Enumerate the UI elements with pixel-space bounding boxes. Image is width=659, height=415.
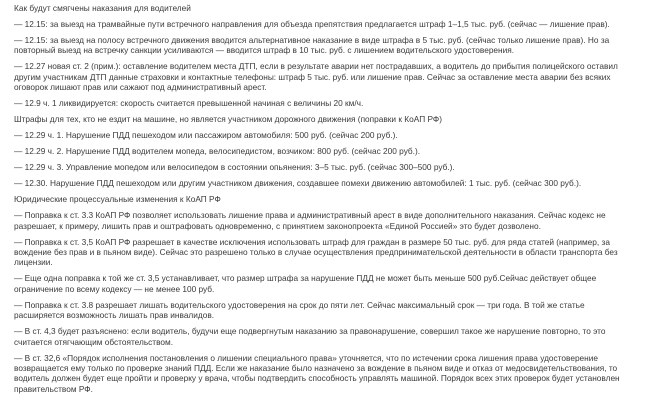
text-line: — 12.9 ч. 1 ликвидируется: скорость считается превышенной начиная с величины 20 км/ч. [14,98,364,109]
text-line: оговорок лишают прав или сажают под административный арест. [14,82,267,93]
article-body [14,3,654,400]
paragraph [14,98,654,108]
paragraph [14,237,654,268]
paragraph [14,146,654,156]
text-line: — 12.29 ч. 3. Управление мопедом или велосипедом в состоянии опьянения: 3–5 тыс. руб. (сейчас 300–500 руб.). [14,162,455,173]
text-line: другим участникам ДТП данные страховки и контактные телефоны: штраф 5 тыс. руб. или лишение прав. Сейчас за оставление места аварии без всяких [14,71,611,82]
text-line: водитель должен будет еще пройти и проверку у врача, чтобы подтвердить способность управлять машиной. Порядок всех этих проверок будет установлен [14,373,620,384]
text-line: Как будут смягчены наказания для водителей [14,3,191,13]
section-heading [14,114,654,124]
text-line: — 12.29 ч. 2. Нарушение ПДД водителем мопеда, велосипедистом, возчиком: 800 руб. (сейчас 200 руб.). [14,146,421,157]
paragraph [14,35,654,56]
text-line: — Поправка к ст. 3,5 КоАП РФ разрешает в качестве исключения использовать штраф для граждан в размере 50 тыс. руб. для ряда статей (например, за [14,236,610,247]
text-line: Штрафы для тех, кто не ездит на машине, но является участником дорожного движения (поправки к КоАП РФ) [14,114,442,125]
text-line: лицензии. [14,257,53,268]
text-line: — 12.15: за выезд на трамвайные пути встречного направления для объезда препятствия предлагается штраф 1–1,5 тыс. руб. (сейчас — лишение прав). [14,19,610,29]
paragraph [14,130,654,140]
paragraph [14,326,654,347]
paragraph [14,210,654,231]
paragraph [14,19,654,29]
text-line: вождение без прав и в пьяном виде). Сейчас это разрешено только в случае осуществления предпринимательской деятельности в области транспорта без [14,247,618,258]
section-heading [14,194,654,204]
text-line: разрешает, к примеру, лишить прав и оштрафовать одновременно, с принятием законопроекта «Единой Россией» это будет дозволено. [14,220,541,231]
section-heading [14,3,654,13]
paragraph [14,353,654,395]
paragraph [14,273,654,294]
paragraph [14,162,654,172]
text-line: возвращается ему только по проверке знаний ПДД. Если же наказание было назначено за вождение в пьяном виде и отказ от медосвидетельствования, то [14,363,618,374]
text-line: — Еще одна поправка к той же ст. 3,5 устанавливает, что размер штрафа за нарушение ПДД не может быть меньше 500 руб.Сейчас действует общее [14,273,597,284]
text-line: расширяется возможность лишать прав инвалидов. [14,310,215,321]
text-line: — 12.30. Нарушение ПДД пешеходом или другим участником движения, создавшее помехи движению автомобилей: 1 тыс. руб. (сейчас 300 руб.). [14,178,582,189]
text-line: ограничение по всему кодексу — не менее 100 руб. [14,283,215,294]
paragraph [14,300,654,321]
text-line: — Поправка к ст. 3.3 КоАП РФ позволяет использовать лишение права и административный арест в виде дополнительного наказания. Сейчас кодекс не [14,210,606,221]
text-line: повторный выезд на встречку санкции усиливаются — вводится штраф в 10 тыс. руб. с лишением водительского удостоверения. [14,45,515,56]
text-line: — 12.27 новая ст. 2 (прим.): оставление водителем места ДТП, если в результате аварии нет пострадавших, а водитель до прибытия полицейского оставил [14,61,618,72]
text-line: считается отягчающим обстоятельством. [14,336,174,347]
paragraph [14,178,654,188]
text-line: Юридические процессуальные изменения к КоАП РФ [14,194,221,205]
text-line: — Поправка к ст. 3.8 разрешает лишать водительского удостоверения на срок до пяти лет. Сейчас максимальный срок — три года. В той же статье [14,299,585,310]
text-line: — В ст. 4,3 будет разъяснено: если водитель, будучи еще подвергнутым наказанию за правонарушение, совершил такое же нарушение повторно, то это [14,326,606,337]
text-line: — 12.29 ч. 1. Нарушение ПДД пешеходом или пассажиром автомобиля: 500 руб. (сейчас 200 руб.). [14,130,398,141]
text-line: — 12.15: за выезд на полосу встречного движения вводится альтернативное наказание в виде штрафа в 5 тыс. руб. (сейчас только лишение прав). Но за [14,35,610,45]
text-line: — В ст. 32,6 «Порядок исполнения постановления о лишении специального права» уточняется, что по истечении срока лишения права удостоверение [14,352,598,363]
paragraph [14,61,654,92]
text-line: правительством РФ. [14,383,93,394]
